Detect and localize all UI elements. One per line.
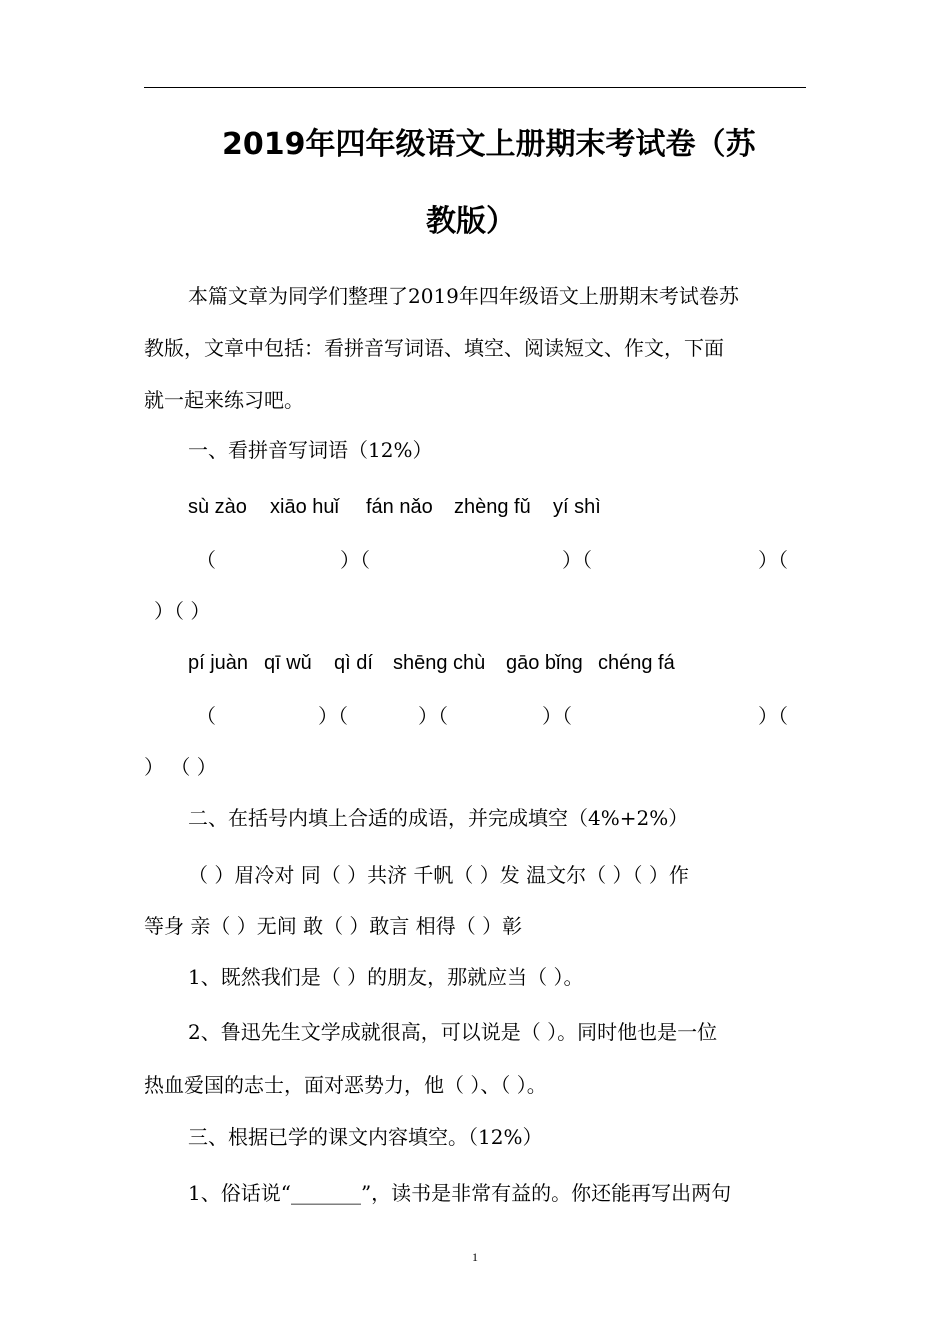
bracket: ）（: [340, 548, 370, 572]
pinyin-word: sù zào: [188, 496, 247, 518]
title-line-2: 教版）: [426, 204, 516, 239]
page-number: 1: [472, 1250, 478, 1264]
bracket: ）（: [562, 548, 592, 572]
section3-heading: 三、根据已学的课文内容填空。（12%）: [188, 1125, 543, 1149]
blanks-row-2b: ） （ ）: [144, 755, 217, 779]
pinyin-word: qì dí: [334, 652, 373, 674]
intro-line-3: 就一起来练习吧。: [144, 388, 304, 412]
blanks-row-1a: [0, 550, 950, 574]
blanks-row-2a: [0, 706, 950, 730]
header-rule: [144, 87, 806, 88]
section1-heading: 一、看拼音写词语（12%）: [188, 438, 433, 462]
section2-question-2-line-1: 2、鲁迅先生文学成就很高，可以说是（ ）。同时他也是一位: [188, 1020, 718, 1044]
bracket: ）（: [542, 704, 572, 728]
pinyin-word: gāo bǐng: [506, 652, 583, 674]
section2-question-1: 1、既然我们是（ ）的朋友，那就应当（ ）。: [188, 965, 584, 989]
section3-question-1: 1、俗话说“_______”，读书是非常有益的。你还能再写出两句: [188, 1181, 732, 1205]
section2-question-2-line-2: 热血爱国的志士，面对恶势力，他（ ）、（ ）。: [144, 1073, 547, 1097]
blanks-row-1b: ）（ ）: [154, 599, 211, 623]
pinyin-word: zhèng fǔ: [454, 496, 531, 518]
pinyin-word: yí shì: [553, 496, 601, 518]
bracket: ）（: [318, 704, 348, 728]
pinyin-word: pí juàn: [188, 652, 249, 674]
pinyin-word: xiāo huǐ: [270, 496, 339, 518]
idioms-line-1: （ ）眉冷对 同（ ）共济 千帆（ ）发 温文尔（ ）（ ）作: [188, 863, 689, 887]
section2-heading: 二、在括号内填上合适的成语，并完成填空（4%+2%）: [188, 806, 689, 830]
bracket: （: [196, 704, 216, 728]
pinyin-word: shēng chù: [393, 652, 486, 674]
title-line-1: 2019年四年级语文上册期末考试卷（苏: [222, 127, 756, 162]
idioms-line-2: 等身 亲（ ）无间 敢（ ）敢言 相得（ ）彰: [144, 914, 523, 938]
pinyin-word: chéng fá: [598, 652, 675, 674]
pinyin-word: fán nǎo: [366, 496, 433, 518]
intro-line-1: 本篇文章为同学们整理了2019年四年级语文上册期末考试卷苏: [188, 284, 739, 308]
bracket: ）（: [758, 548, 788, 572]
bracket: ）（: [758, 704, 788, 728]
pinyin-word: qī wǔ: [264, 652, 312, 674]
bracket: ）（: [418, 704, 448, 728]
intro-line-2: 教版，文章中包括：看拼音写词语、填空、阅读短文、作文，下面: [144, 336, 724, 360]
bracket: （: [196, 548, 216, 572]
